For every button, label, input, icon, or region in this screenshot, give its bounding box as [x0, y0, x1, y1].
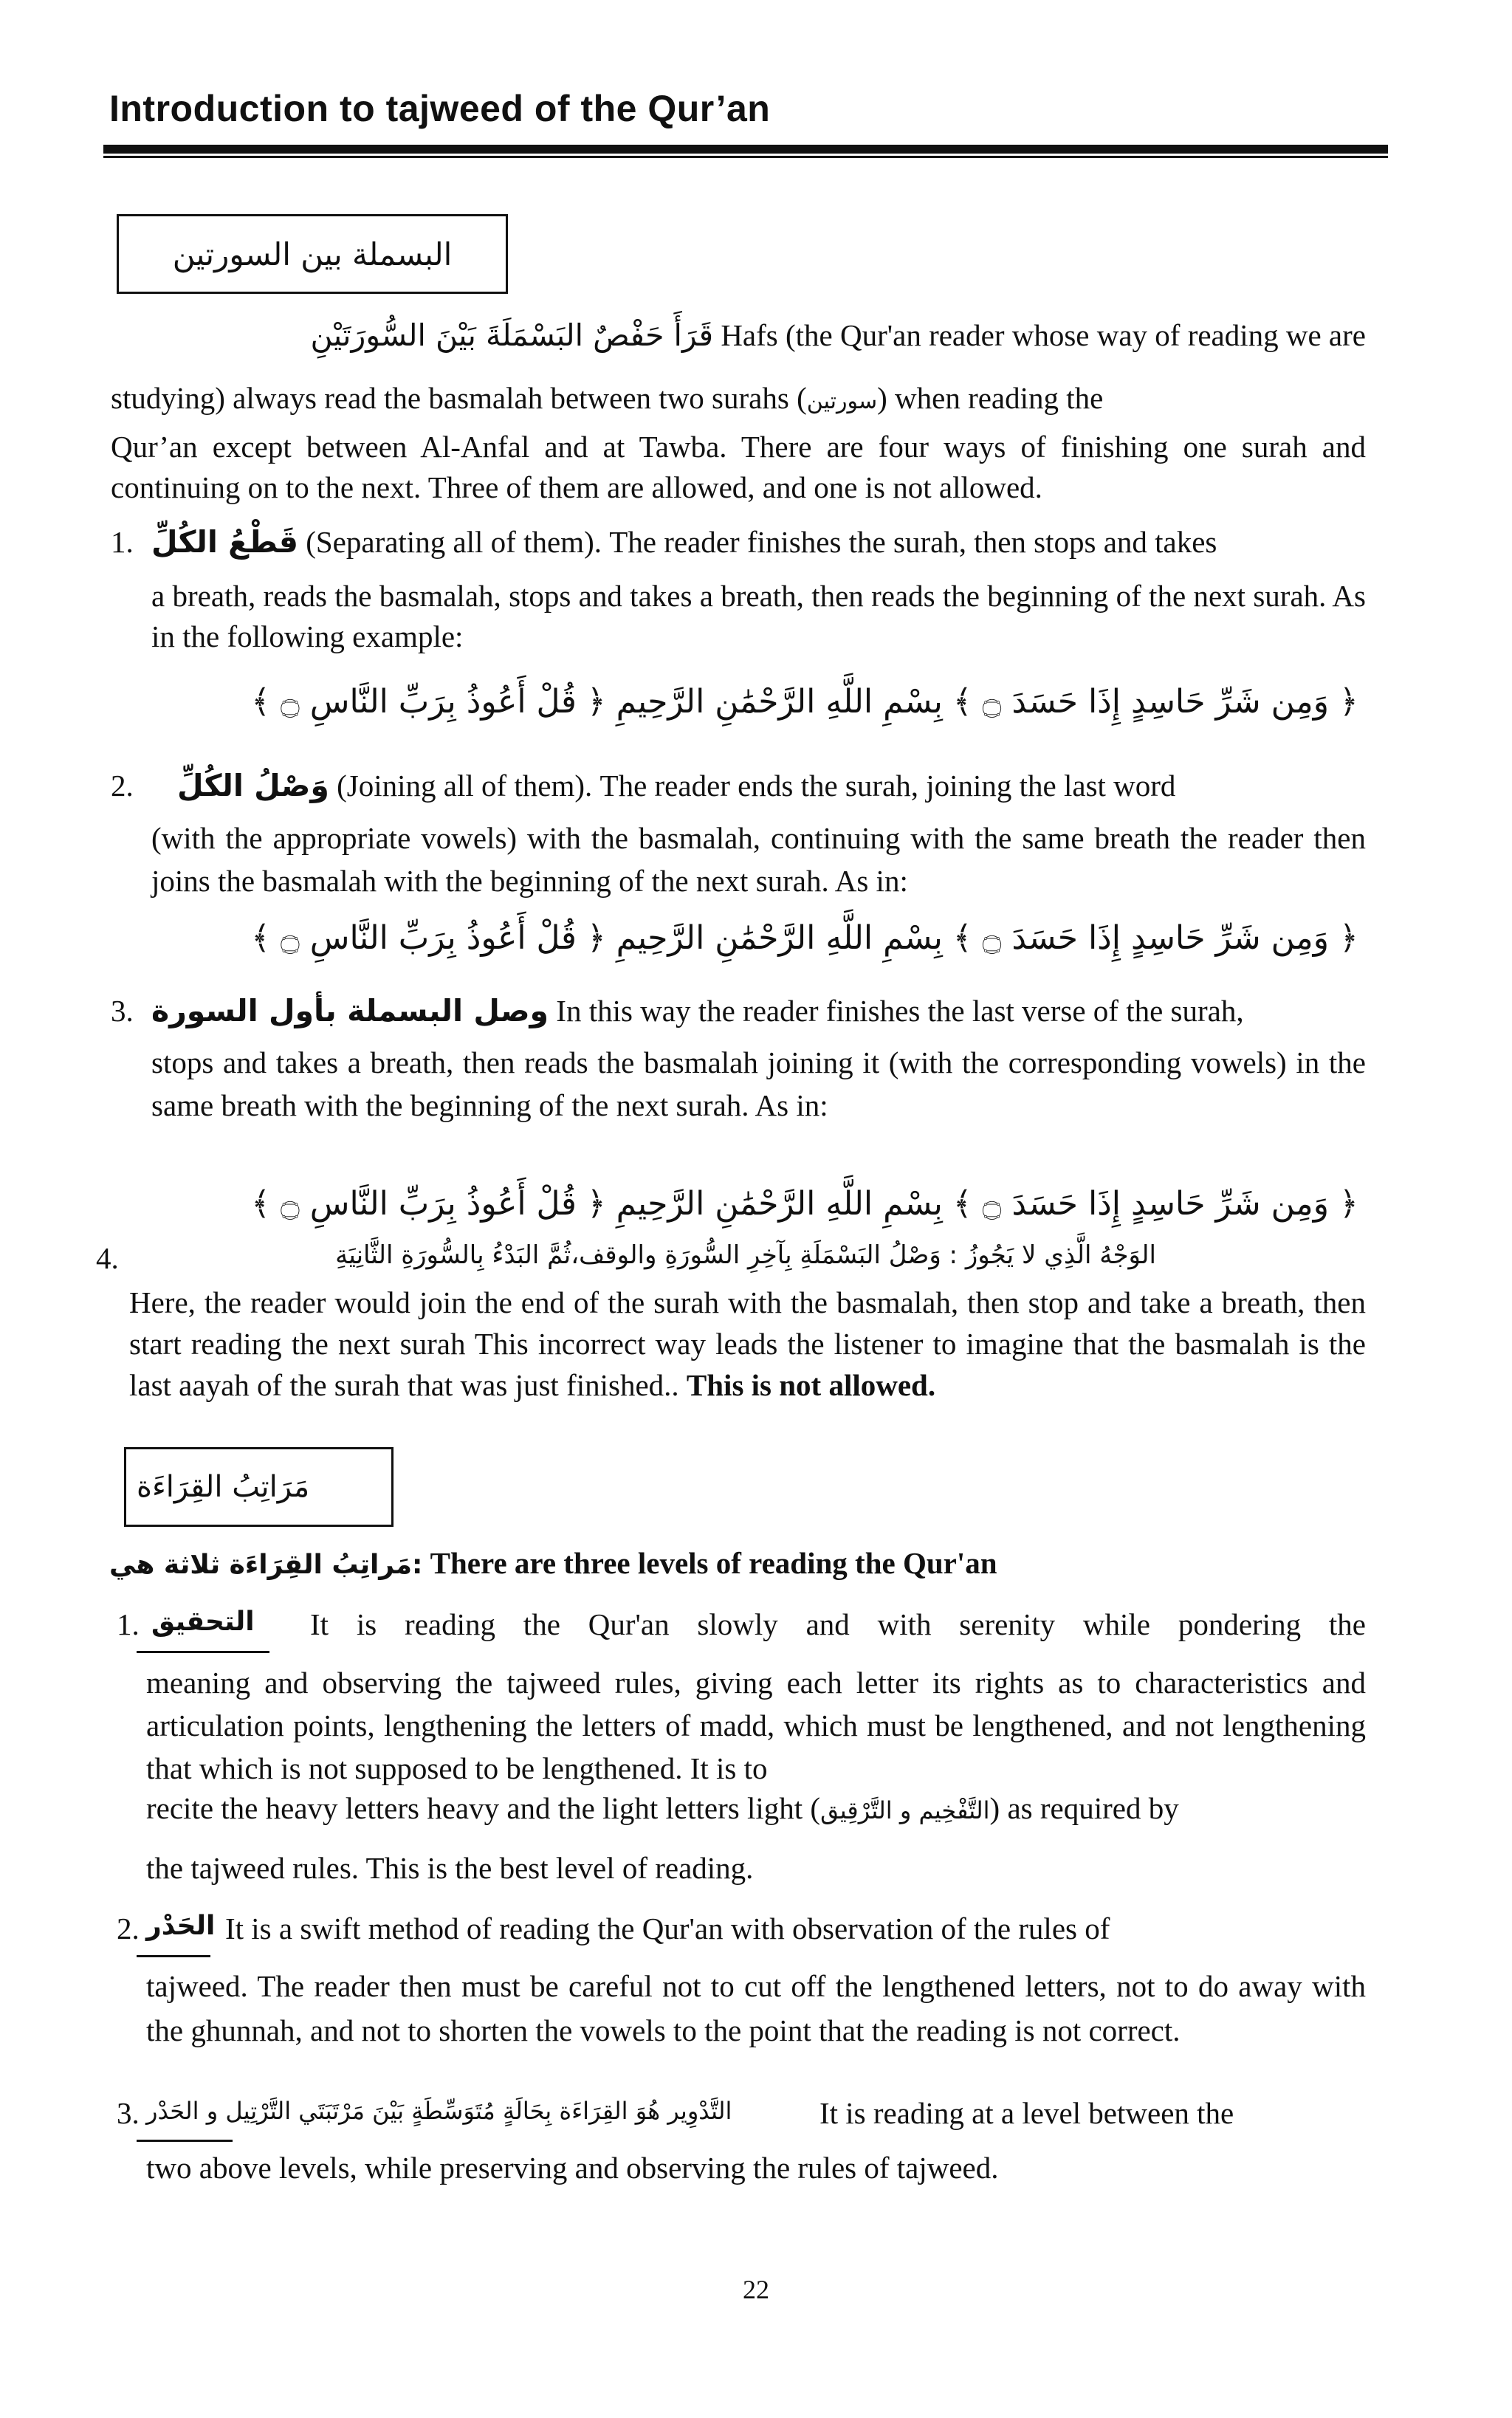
way2-body: (with the appropriate vowels) with the basmalah, continuing with the same breath the reader then joins the basmalah with the beginning of the next surah. As in:: [151, 821, 1366, 898]
way2-heading: [177, 768, 1175, 803]
header-rule-thin: [103, 156, 1388, 158]
intro-line1: Hafs (the Qur'an reader whose way of reading we are: [721, 318, 1366, 352]
levels-title-box: [124, 1447, 394, 1527]
way2-number: 2.: [111, 769, 134, 803]
way2-label: (Joining all of them). The reader ends the surah, joining the last word: [337, 769, 1176, 803]
level2-underline: [137, 1955, 210, 1957]
level1-body: meaning and observing the tajweed rules, giving each letter its rights as to characteristics and articulation points, lengthening the letters of madd, which must be lengthened, and not lengthening that which is not supposed to be lengthened. It is to: [146, 1666, 1366, 1785]
level3-number: 3.: [117, 2096, 140, 2130]
intro-line2-b: ) when reading the: [877, 381, 1104, 415]
page-header-title: Introduction to tajweed of the Qur’an: [109, 88, 771, 129]
intro-second-line: [111, 380, 1103, 416]
intro-line2-a: studying) always read the basmalah between two surahs (: [111, 381, 807, 415]
level1-body2-a: recite the heavy letters heavy and the light letters light (: [146, 1791, 821, 1825]
section-title-box: [117, 214, 508, 294]
level1-arabic: التحقيق: [151, 1607, 255, 1637]
level3-arabic: التَّدْوِير هُوَ القِرَاءَة بِحَالَةٍ مُتَوَسِّطَةٍ بَيْنَ مَرْتَبَتَي التَّرْتِيل و الحَدْر: [146, 2097, 732, 2125]
levels-heading-line: [109, 1545, 997, 1581]
level3-first: It is reading at a level between the: [819, 2096, 1234, 2130]
way4-text: Here, the reader would join the end of the surah with the basmalah, then stop and take a breath, then start reading the next surah This incorrect way leads the listener to imagine that the basmalah is the last aayah of the surah that was just finished..: [129, 1285, 1366, 1402]
intro-paragraph: Qur’an except between Al-Anfal and at Tawba. There are four ways of finishing one surah and continuing on to the next. Three of them are allowed, and one is not allowed.: [111, 430, 1366, 504]
way1-label: (Separating all of them). The reader finishes the surah, then stops and takes: [306, 525, 1217, 559]
level2-first: It is a swift method of reading the Qur'an with observation of the rules of: [225, 1912, 1110, 1945]
levels-arabic: :مَراتِبُ القِرَاءَة ثلاثة هي: [109, 1550, 423, 1580]
level1-body2-arabic: التَّفْخِيم و التَّرْقِيق: [820, 1796, 990, 1824]
intro-line2-arabic: سورتين: [806, 388, 878, 414]
way1-arabic: قَطْعُ الكُلِّ: [151, 524, 298, 560]
level1-body3: the tajweed rules. This is the best level of reading.: [146, 1851, 754, 1885]
header-rule: [103, 145, 1388, 154]
level1-underline: [137, 1651, 269, 1653]
levels-title: مَرَاتِبُ القِرَاءَة: [137, 1470, 310, 1504]
way3-arabic: وصل البسملة بأول السورة: [151, 993, 549, 1028]
level3-body: two above levels, while preserving and observing the rules of tajweed.: [146, 2151, 999, 2185]
way3-number: 3.: [111, 994, 134, 1028]
level2-body: tajweed. The reader then must be careful not to cut off the lengthened letters, not to do away with the ghunnah, and not to shorten the vowels to the point that the reading is not correct.: [146, 1969, 1366, 2047]
way1-heading: [151, 524, 1217, 560]
way3-body: stops and takes a breath, then reads the basmalah joining it (with the corresponding vowels) in the same breath with the beginning of the next surah. As in:: [151, 1045, 1366, 1122]
intro-first-line: [111, 317, 1366, 353]
level1-body2-b: ) as required by: [989, 1791, 1179, 1825]
way1-verse: ﴿ وَمِن شَرِّ حَاسِدٍ إِذَا حَسَدَ ۝ ﴾ بِسْمِ اللَّهِ الرَّحْمَٰنِ الرَّحِيمِ ﴿ قُلْ أَعُوذُ بِرَبِّ النَّاسِ ۝ ﴾: [251, 683, 1358, 721]
way4-body: [129, 1282, 1366, 1406]
intro-arabic-lead: قَرَأَ حَفْصٌ البَسْمَلَةَ بَيْنَ السُّورَتَيْنِ: [310, 317, 714, 353]
way2-verse: ﴿ وَمِن شَرِّ حَاسِدٍ إِذَا حَسَدَ ۝ ﴾ بِسْمِ اللَّهِ الرَّحْمَٰنِ الرَّحِيمِ ﴿ قُلْ أَعُوذُ بِرَبِّ النَّاسِ ۝ ﴾: [251, 919, 1358, 957]
level3-underline: [137, 2140, 233, 2142]
level1-body2: [146, 1790, 1366, 1826]
way4-bold: This is not allowed.: [686, 1368, 936, 1402]
way4-arabic: الوَجْهُ الَّذِي لا يَجُوزُ : وَصْلُ البَسْمَلَةِ بِآخِرِ السُّورَةِ والوقف،ثُمَّ البَدْءُ بِالسُّورَةِ الثَّانِيَةِ: [335, 1240, 1156, 1270]
level2-number: 2.: [117, 1912, 140, 1945]
level1-first: It is reading the Qur'an slowly and with serenity while pondering the: [310, 1607, 1366, 1641]
way1-body: a breath, reads the basmalah, stops and takes a breath, then reads the beginning of the next surah. As in the following example:: [151, 579, 1366, 653]
way3-heading: [151, 993, 1244, 1028]
way1-number: 1.: [111, 525, 134, 559]
level1-number: 1.: [117, 1607, 140, 1641]
way3-label: In this way the reader finishes the last verse of the surah,: [556, 994, 1244, 1028]
way4-number: 4.: [96, 1241, 119, 1275]
levels-heading: There are three levels of reading the Qur'an: [430, 1546, 997, 1580]
level2-arabic: الحَدْر: [146, 1911, 216, 1941]
way2-arabic: وَصْلُ الكُلِّ: [177, 768, 329, 803]
page-number: 22: [743, 2275, 769, 2304]
way3-verse: ﴿ وَمِن شَرِّ حَاسِدٍ إِذَا حَسَدَ ۝ ﴾ بِسْمِ اللَّهِ الرَّحْمَٰنِ الرَّحِيمِ ﴿ قُلْ أَعُوذُ بِرَبِّ النَّاسِ ۝ ﴾: [251, 1185, 1358, 1223]
section-title: البسملة بين السورتين: [172, 236, 453, 272]
